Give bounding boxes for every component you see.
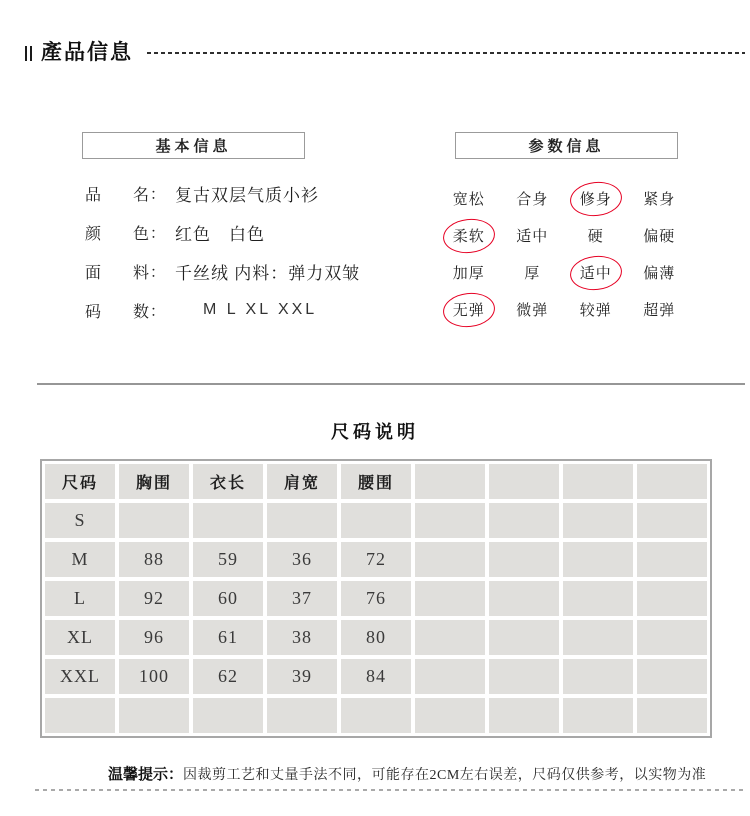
size-table-cell — [489, 659, 559, 694]
param-option: 适中 — [564, 254, 628, 291]
size-table-cell — [637, 620, 707, 655]
param-option: 无弹 — [437, 291, 501, 328]
size-table-cell — [415, 581, 485, 616]
size-table-cell: 100 — [119, 659, 189, 694]
field-colon: ： — [150, 186, 166, 203]
size-table-cell — [193, 503, 263, 538]
size-table-cell: 36 — [267, 542, 337, 577]
size-table-cell — [637, 659, 707, 694]
field-label: 码数 — [85, 303, 149, 321]
param-option: 厚 — [524, 266, 541, 282]
size-table-header-cell — [415, 464, 485, 499]
size-table-cell: L — [45, 581, 115, 616]
size-table-cell: S — [45, 503, 115, 538]
size-section-title: 尺码说明 — [331, 422, 419, 442]
param-info-box-title: 参数信息 — [455, 132, 678, 159]
tip-label: 温馨提示： — [108, 767, 184, 783]
field-value: 红色 白色 — [175, 224, 266, 244]
param-option: 柔软 — [437, 217, 501, 254]
field-colon: ： — [150, 303, 166, 320]
size-table-cell — [341, 503, 411, 538]
param-option: 宽松 — [452, 192, 485, 208]
size-table-cell — [637, 503, 707, 538]
size-table-cell: 92 — [119, 581, 189, 616]
param-option: 合身 — [516, 192, 549, 208]
size-table — [40, 459, 712, 738]
param-option: 紧身 — [643, 192, 676, 208]
field-product-name — [85, 180, 319, 206]
field-label: 面料 — [85, 264, 149, 282]
size-table-cell — [267, 503, 337, 538]
size-table-header-cell: 胸围 — [119, 464, 189, 499]
field-value: 千丝绒 内料：弹力双皱 — [175, 263, 361, 283]
header-dashed-line — [147, 52, 745, 54]
double-bar-icon — [25, 46, 32, 61]
size-table-cell: 88 — [119, 542, 189, 577]
size-table-header-cell — [489, 464, 559, 499]
size-table-cell — [563, 542, 633, 577]
param-option: 偏硬 — [643, 229, 676, 245]
size-table-header-cell: 腰围 — [341, 464, 411, 499]
size-table-cell: 62 — [193, 659, 263, 694]
page-title: 產品信息 — [41, 40, 133, 64]
size-table-cell: 39 — [267, 659, 337, 694]
field-label: 品名 — [85, 186, 149, 204]
size-table-cell — [563, 659, 633, 694]
size-table-cell — [563, 581, 633, 616]
field-sizes — [85, 297, 317, 323]
size-table-cell: 37 — [267, 581, 337, 616]
field-colon: ： — [150, 264, 166, 281]
size-table-cell — [193, 698, 263, 733]
size-table-cell: 61 — [193, 620, 263, 655]
size-table-cell — [489, 503, 559, 538]
param-option: 硬 — [587, 229, 604, 245]
field-fabric — [85, 258, 360, 284]
tip-text: 因裁剪工艺和丈量手法不同，可能存在2CM左右误差，尺码仅供参考，以实物为准 — [183, 768, 707, 783]
size-table-cell: XL — [45, 620, 115, 655]
size-table-header-cell: 尺码 — [45, 464, 115, 499]
size-table-header-cell — [563, 464, 633, 499]
size-table-cell — [45, 698, 115, 733]
size-table-cell: 96 — [119, 620, 189, 655]
size-table-header-cell: 衣长 — [193, 464, 263, 499]
size-table-cell — [415, 620, 485, 655]
parameter-grid — [437, 180, 691, 328]
section-header — [25, 36, 745, 66]
field-value: M L XL XXL — [203, 301, 318, 318]
size-table-cell: 38 — [267, 620, 337, 655]
warm-tip — [108, 763, 706, 784]
param-option: 偏薄 — [643, 266, 676, 282]
param-option: 微弹 — [516, 303, 549, 319]
size-table-cell — [489, 581, 559, 616]
size-table-cell — [415, 659, 485, 694]
size-table-cell: M — [45, 542, 115, 577]
size-table-cell — [341, 698, 411, 733]
size-table-cell — [415, 542, 485, 577]
size-table-cell: 72 — [341, 542, 411, 577]
size-table-cell — [637, 581, 707, 616]
size-table-cell: 76 — [341, 581, 411, 616]
param-option: 超弹 — [643, 303, 676, 319]
size-table-cell — [489, 542, 559, 577]
section-divider-line — [37, 383, 745, 385]
param-option: 适中 — [516, 229, 549, 245]
size-table-cell: 59 — [193, 542, 263, 577]
size-table-cell — [563, 698, 633, 733]
bottom-dashed-line — [35, 789, 747, 791]
field-colon: ： — [150, 225, 166, 242]
field-label: 颜色 — [85, 225, 149, 243]
size-table-cell: 84 — [341, 659, 411, 694]
size-table-cell: XXL — [45, 659, 115, 694]
size-table-cell — [489, 620, 559, 655]
basic-info-box-title: 基本信息 — [82, 132, 305, 159]
size-table-cell — [267, 698, 337, 733]
size-table-cell — [563, 503, 633, 538]
param-option: 较弹 — [579, 303, 612, 319]
field-color — [85, 219, 265, 245]
size-table-cell — [119, 698, 189, 733]
size-table-header-cell: 肩宽 — [267, 464, 337, 499]
field-value: 复古双层气质小衫 — [175, 185, 320, 205]
size-table-cell — [489, 698, 559, 733]
size-table-cell: 60 — [193, 581, 263, 616]
param-option: 修身 — [564, 180, 628, 217]
size-table-header-cell — [637, 464, 707, 499]
size-table-cell — [415, 503, 485, 538]
size-table-cell: 80 — [341, 620, 411, 655]
size-table-cell — [637, 698, 707, 733]
size-table-cell — [637, 542, 707, 577]
param-option: 加厚 — [452, 266, 485, 282]
size-table-cell — [563, 620, 633, 655]
size-table-cell — [119, 503, 189, 538]
size-table-cell — [415, 698, 485, 733]
